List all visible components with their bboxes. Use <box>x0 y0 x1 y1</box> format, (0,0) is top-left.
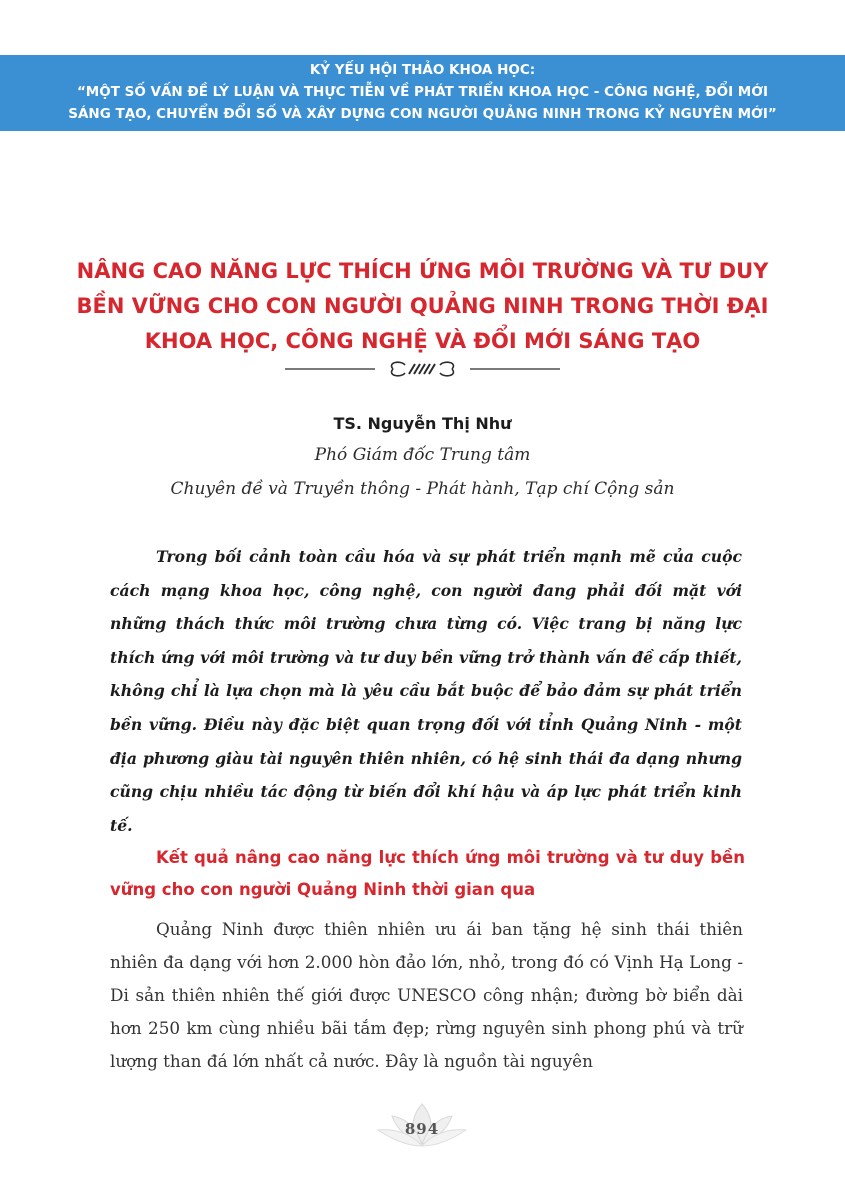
page-number-ornament <box>372 1100 472 1160</box>
author-role-line-2: Chuyên đề và Truyền thông - Phát hành, Tạp chí Cộng sản <box>170 479 675 499</box>
author-name: TS. Nguyễn Thị Như <box>333 414 512 433</box>
article-title <box>60 254 785 359</box>
title-ornament-divider <box>285 357 560 381</box>
page-number: 894 <box>404 1120 440 1138</box>
title-line-2: BỀN VỮNG CHO CON NGƯỜI QUẢNG NINH TRONG THỜI ĐẠI <box>76 294 769 318</box>
author-role-line-1: Phó Giám đốc Trung tâm <box>314 445 531 465</box>
title-line-3: KHOA HỌC, CÔNG NGHỆ VÀ ĐỔI MỚI SÁNG TẠO <box>144 329 701 353</box>
conference-header-banner <box>0 55 845 131</box>
title-line-1: NÂNG CAO NĂNG LỰC THÍCH ỨNG MÔI TRƯỜNG VÀ TƯ DUY <box>76 259 769 283</box>
header-line-1: KỶ YẾU HỘI THẢO KHOA HỌC: <box>309 62 536 78</box>
section-heading: Kết quả nâng cao năng lực thích ứng môi trường và tư duy bền vững cho con người Quảng Ninh thời gian qua <box>110 848 745 899</box>
header-line-2: “MỘT SỐ VẤN ĐỀ LÝ LUẬN VÀ THỰC TIỄN VỀ PHÁT TRIỂN KHOA HỌC - CÔNG NGHỆ, ĐỔI MỚI <box>76 84 769 100</box>
header-line-3: SÁNG TẠO, CHUYỂN ĐỔI SỐ VÀ XÂY DỰNG CON NGƯỜI QUẢNG NINH TRONG KỶ NGUYÊN MỚI” <box>68 106 777 122</box>
author-block <box>60 410 785 506</box>
abstract-paragraph: Trong bối cảnh toàn cầu hóa và sự phát triển mạnh mẽ của cuộc cách mạng khoa học, công nghệ, con người đang phải đối mặt với những thách thức môi trường chưa từng có. Việc trang bị năng lực thích ứng với môi trường và tư duy bền vững trở thành vấn đề cấp thiết, không chỉ là lựa chọn mà là yêu cầu bắt buộc để bảo đảm sự phát triển bền vững. Điều này đặc biệt quan trọng đối với tỉnh Quảng Ninh - một địa phương giàu tài nguyên thiên nhiên, có hệ sinh thái đa dạng nhưng cũng chịu nhiều tác động từ biến đổi khí hậu và áp lực phát triển kinh tế. <box>110 547 742 835</box>
body-paragraph: Quảng Ninh được thiên nhiên ưu ái ban tặng hệ sinh thái thiên nhiên đa dạng với hơn 2.000 hòn đảo lớn, nhỏ, trong đó có Vịnh Hạ Long - Di sản thiên nhiên thế giới được UNESCO công nhận; đường bờ biển dài hơn 250 km cùng nhiều bãi tắm đẹp; rừng nguyên sinh phong phú và trữ lượng than đá lớn nhất cả nước. Đây là nguồn tài nguyên <box>110 919 743 1071</box>
